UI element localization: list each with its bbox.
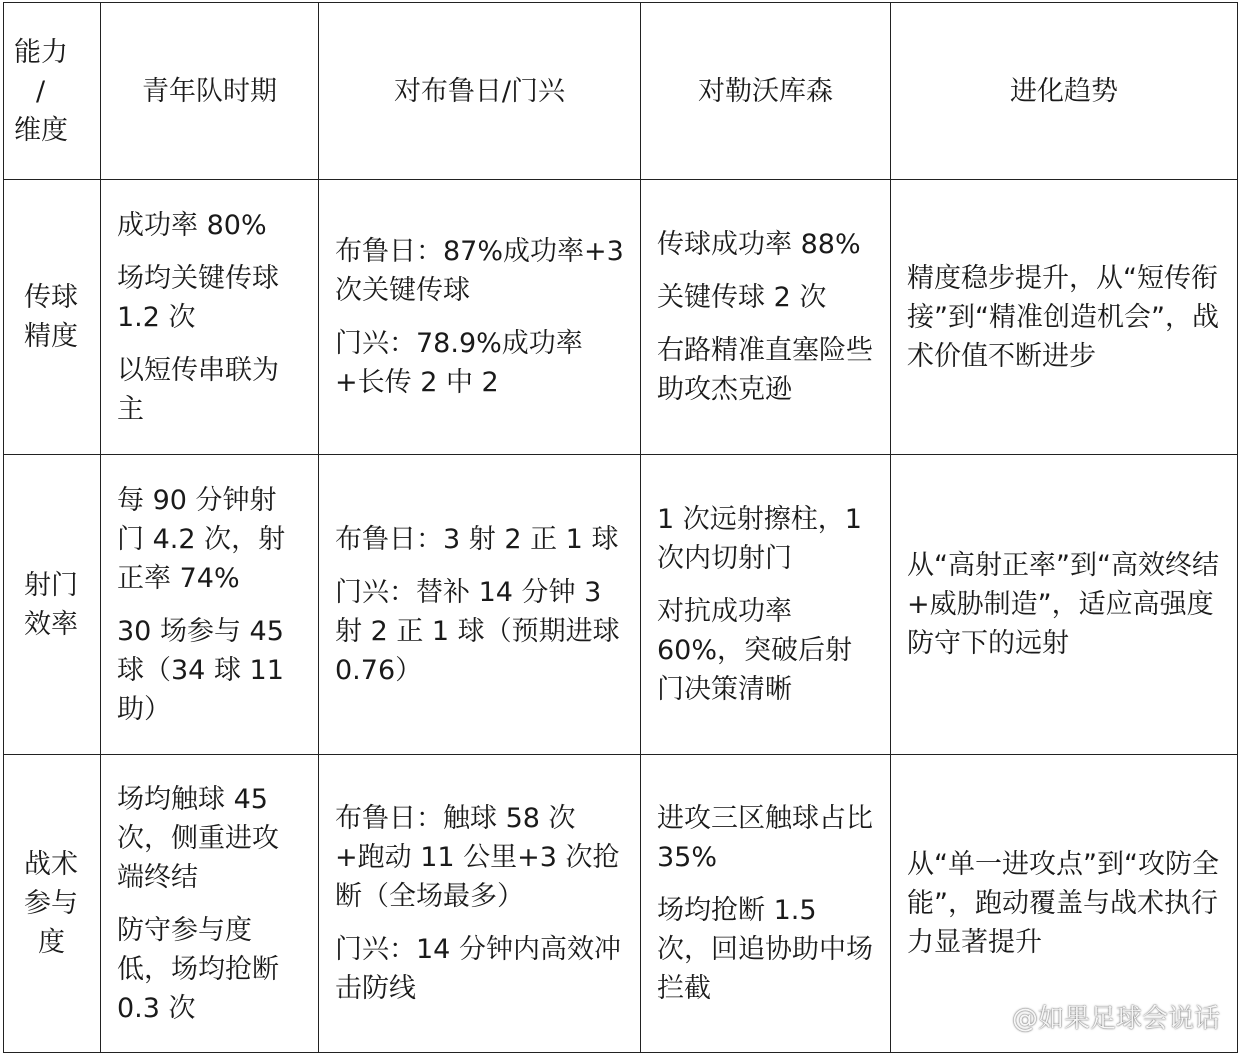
cell-vs2-shooting [641, 455, 891, 755]
cell-paragraph: 成功率 80% [117, 209, 267, 241]
cell-youth-tactical [101, 755, 319, 1053]
cell-vs2-tactical [641, 755, 891, 1053]
cell-paragraph: 门兴：78.9%成功率+长传 2 中 2 [335, 328, 583, 398]
header-youth: 青年队时期 [101, 3, 319, 180]
cell-vs1-passing [319, 180, 641, 455]
row-dimension-tactical [4, 755, 101, 1053]
cell-paragraph: 布鲁日：3 射 2 正 1 球 [335, 523, 619, 555]
watermark [982, 998, 1220, 1035]
comparison-table-frame [3, 2, 1237, 1052]
cell-paragraph: 关键传球 2 次 [657, 282, 827, 313]
cell-paragraph: 30 场参与 45 球（34 球 11 助） [117, 615, 284, 725]
dimension-line: 精度 [24, 321, 78, 352]
table-row-shooting [4, 455, 1238, 755]
table-row-passing [4, 180, 1238, 455]
cell-trend-shooting [891, 455, 1238, 755]
table-header-row [4, 3, 1238, 180]
cell-paragraph: 右路精准直塞险些助攻杰克逊 [657, 335, 873, 405]
header-vs-leverkusen: 对勒沃库森 [641, 3, 891, 180]
cell-paragraph: 精度稳步提升，从“短传衔接”到“精准创造机会”，战术价值不断进步 [907, 262, 1219, 372]
cell-paragraph: 门兴：替补 14 分钟 3 射 2 正 1 球（预期进球 0.76） [335, 576, 620, 686]
dimension-line: 射门 [24, 569, 78, 601]
header-vs-dortmund-mainz: 对布鲁日/门兴 [319, 3, 641, 180]
dimension-line: 战术 [24, 849, 78, 880]
dimension-line: 传球 [24, 282, 78, 313]
toutiao-logo-icon [982, 1004, 1008, 1030]
cell-paragraph: 每 90 分钟射门 4.2 次，射正率 74% [117, 484, 286, 594]
cell-youth-passing [101, 180, 319, 455]
cell-paragraph: 传球成功率 88% [657, 229, 861, 260]
header-dimension-line: 能力 [14, 36, 68, 68]
dimension-line: 效率 [24, 608, 78, 640]
cell-paragraph: 场均抢断 1.5 次，回追协助中场拦截 [657, 895, 873, 1004]
cell-vs1-tactical [319, 755, 641, 1053]
dimension-line: 参与 [24, 888, 78, 919]
header-dimension-line: 维度 [14, 114, 68, 146]
cell-paragraph: 1 次远射擦柱，1 次内切射门 [657, 504, 862, 574]
cell-paragraph: 场均触球 45 次，侧重进攻端终结 [117, 783, 279, 893]
header-dimension-line: / [36, 75, 46, 107]
cell-paragraph: 门兴：14 分钟内高效冲击防线 [335, 934, 621, 1004]
cell-paragraph: 进攻三区触球占比 35% [657, 803, 873, 873]
cell-paragraph: 对抗成功率 60%，突破后射门决策清晰 [657, 596, 853, 705]
cell-paragraph: 以短传串联为主 [117, 354, 279, 425]
cell-vs2-passing [641, 180, 891, 455]
cell-vs1-shooting [319, 455, 641, 755]
header-dimension [4, 3, 101, 180]
cell-youth-shooting [101, 455, 319, 755]
cell-paragraph: 从“单一进攻点”到“攻防全能”，跑动覆盖与战术执行力显著提升 [907, 849, 1219, 958]
dimension-line: 度 [38, 927, 65, 958]
comparison-table [3, 2, 1238, 1053]
cell-trend-passing [891, 180, 1238, 455]
row-dimension-shooting [4, 455, 101, 755]
watermark-text: @如果足球会说话 [1011, 1004, 1220, 1034]
cell-paragraph: 布鲁日：87%成功率+3 次关键传球 [335, 236, 624, 306]
cell-paragraph: 防守参与度低，场均抢断 0.3 次 [117, 914, 279, 1024]
cell-paragraph: 布鲁日：触球 58 次+跑动 11 公里+3 次抢断（全场最多） [335, 803, 620, 912]
cell-paragraph: 从“高射正率”到“高效终结+威胁制造”，适应高强度防守下的远射 [907, 550, 1219, 659]
header-trend: 进化趋势 [891, 3, 1238, 180]
cell-paragraph: 场均关键传球 1.2 次 [117, 262, 279, 333]
row-dimension-passing [4, 180, 101, 455]
